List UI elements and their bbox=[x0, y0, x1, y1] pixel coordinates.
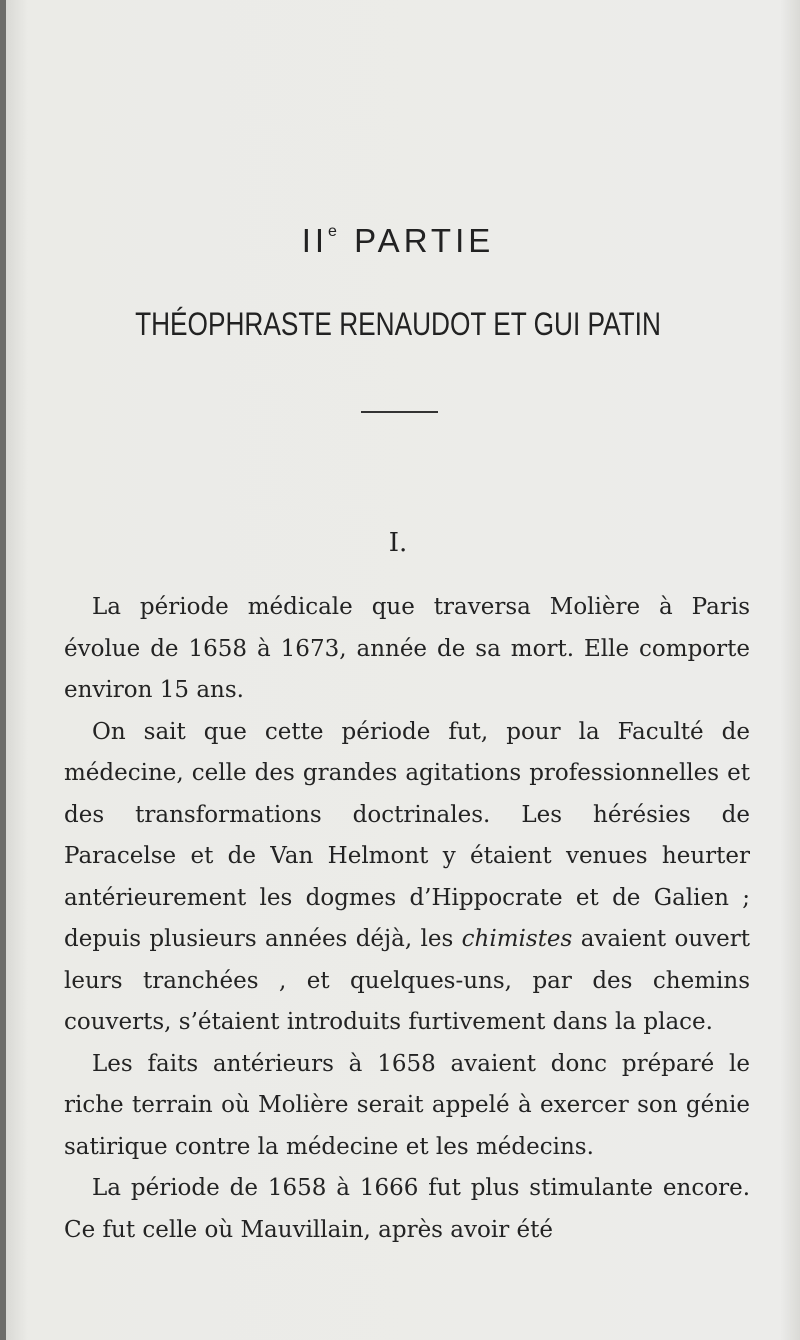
paragraph-4: La période de 1658 à 1666 fut plus stimulante encore. Ce fut celle où Mauvillain, après avoir été bbox=[64, 1175, 750, 1243]
paragraph-2-start: On sait que cette période fut, pour la Faculté de médecine, celle des grandes agitations professionnelles et des transformations doctrinales. Les hérésies de Paracelse et de Van Helmont y étaient venues heurter antérieurement les dogmes d’Hippocrate et de Galien ; depuis plusieurs années déjà, les bbox=[64, 718, 750, 952]
part-word: PARTIE bbox=[354, 222, 495, 259]
title-divider bbox=[361, 411, 438, 413]
part-heading bbox=[0, 222, 796, 260]
part-superscript: e bbox=[328, 223, 337, 240]
paragraph-2-italic: chimistes bbox=[461, 926, 573, 952]
chapter-title: THÉOPHRASTE RENAUDOT ET GUI PATIN bbox=[135, 306, 661, 342]
part-roman-numeral: II bbox=[301, 222, 329, 259]
section-number: I. bbox=[388, 528, 408, 558]
paragraph-3: Les faits antérieurs à 1658 avaient donc préparé le riche terrain où Molière serait appelé à exercer son génie satirique contre la médecine et les médecins. bbox=[64, 1050, 750, 1160]
paragraph-2-end: avaient ouvert leurs tranchées , et quelques-uns, par des chemins couverts, s’étaient introduits furtivement dans la place. bbox=[64, 926, 750, 1035]
paragraph-2 bbox=[64, 712, 750, 1044]
page-edge-shadow bbox=[0, 0, 6, 1340]
paragraph-1: La période médicale que traversa Molière à Paris évolue de 1658 à 1673, année de sa mort. Elle comporte environ 15 ans. bbox=[64, 594, 750, 703]
body-text bbox=[64, 587, 750, 1251]
